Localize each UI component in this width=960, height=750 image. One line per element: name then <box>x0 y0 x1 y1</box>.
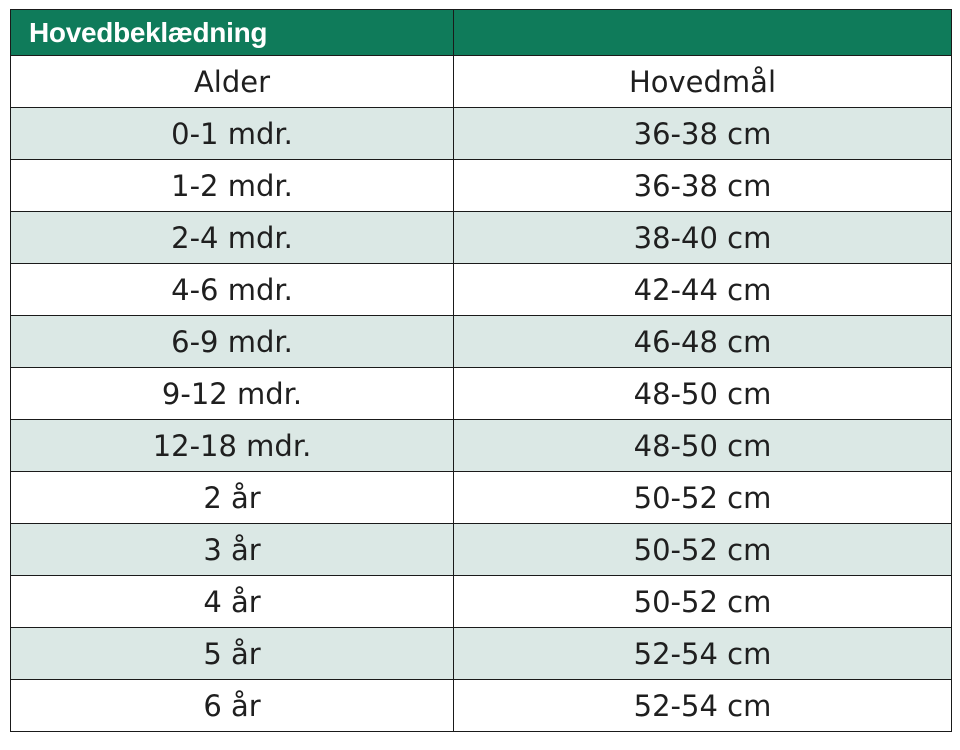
age-cell: 6-9 mdr. <box>11 316 454 368</box>
head-size-cell: 36-38 cm <box>454 108 952 160</box>
title-row <box>11 10 952 56</box>
head-size-cell: 50-52 cm <box>454 524 952 576</box>
age-cell: 1-2 mdr. <box>11 160 454 212</box>
head-size-cell: 48-50 cm <box>454 420 952 472</box>
age-cell: 5 år <box>11 628 454 680</box>
table-row <box>11 316 952 368</box>
age-cell: 12-18 mdr. <box>11 420 454 472</box>
column-header-age: Alder <box>11 56 454 108</box>
table-row <box>11 628 952 680</box>
age-cell: 4 år <box>11 576 454 628</box>
age-cell: 0-1 mdr. <box>11 108 454 160</box>
head-size-cell: 50-52 cm <box>454 472 952 524</box>
table-row <box>11 524 952 576</box>
table-row <box>11 160 952 212</box>
title-blank-cell <box>454 10 952 56</box>
table-row <box>11 472 952 524</box>
table-title: Hovedbeklædning <box>11 10 454 56</box>
table-row <box>11 212 952 264</box>
age-cell: 3 år <box>11 524 454 576</box>
table-row <box>11 576 952 628</box>
age-cell: 9-12 mdr. <box>11 368 454 420</box>
head-size-cell: 36-38 cm <box>454 160 952 212</box>
table-row <box>11 680 952 732</box>
table-row <box>11 420 952 472</box>
head-size-cell: 46-48 cm <box>454 316 952 368</box>
age-cell: 6 år <box>11 680 454 732</box>
table-row <box>11 264 952 316</box>
head-size-cell: 52-54 cm <box>454 680 952 732</box>
size-table <box>10 9 952 732</box>
age-cell: 4-6 mdr. <box>11 264 454 316</box>
head-size-cell: 48-50 cm <box>454 368 952 420</box>
head-size-cell: 38-40 cm <box>454 212 952 264</box>
column-header-head-size: Hovedmål <box>454 56 952 108</box>
age-cell: 2-4 mdr. <box>11 212 454 264</box>
head-size-cell: 52-54 cm <box>454 628 952 680</box>
age-cell: 2 år <box>11 472 454 524</box>
head-size-cell: 42-44 cm <box>454 264 952 316</box>
header-row <box>11 56 952 108</box>
head-size-cell: 50-52 cm <box>454 576 952 628</box>
table-row <box>11 368 952 420</box>
table-row <box>11 108 952 160</box>
